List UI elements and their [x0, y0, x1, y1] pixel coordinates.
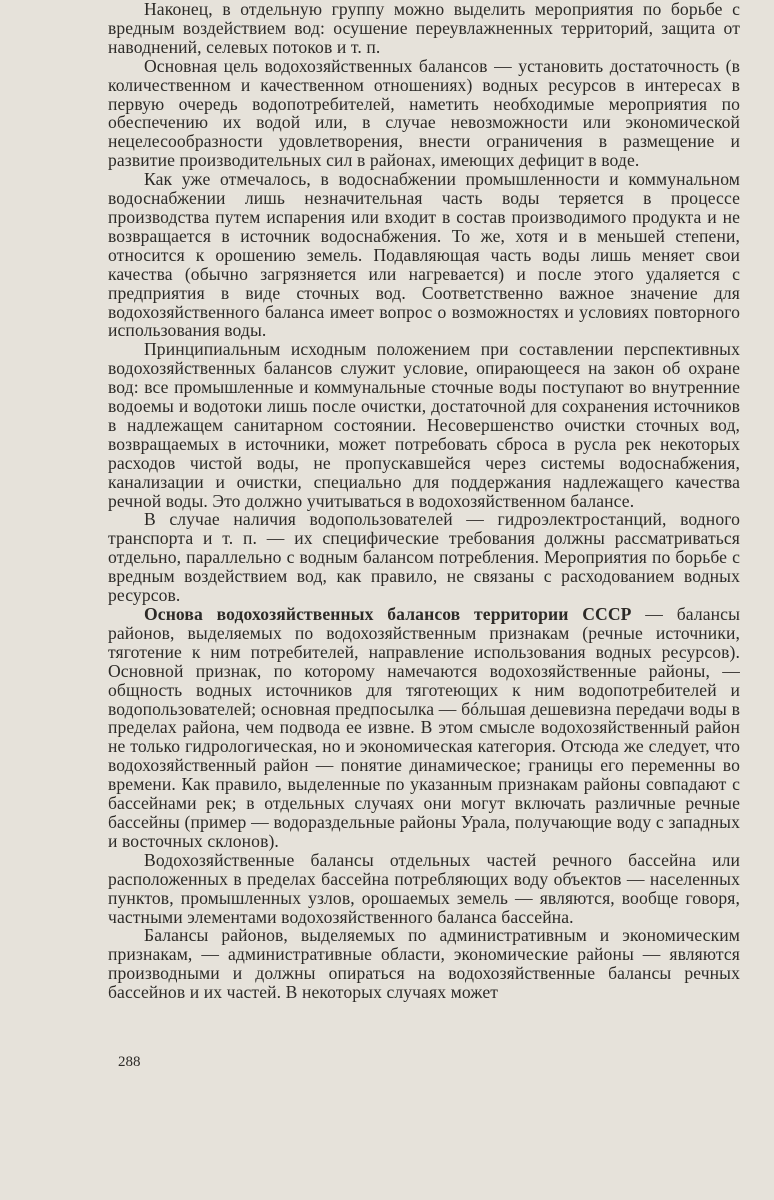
paragraph-text: Основная цель водохозяйственных балансов — установить достаточность (в количественном и качественном отношениях) водных ресурсов в интересах в первую очередь водопотребителей, наметить необходимые мероприятия по обеспечению их водой или, в случае невозможности или экономической нецелесообразности удовлетворения, внести ограничения в размещение и развитие производительных сил в районах, имеющих дефицит в воде. [108, 55, 740, 171]
paragraph-text: Балансы районов, выделяемых по административным и экономическим признакам, — административные области, экономические районы — являются производными и должны опираться на водохозяйственные балансы речных бассейнов и их частей. В некоторых случаях может [108, 925, 740, 1003]
paragraph-1 [108, 0, 740, 57]
paragraph-text: Как уже отмечалось, в водоснабжении промышленности и коммунальном водоснабжении лишь незначительная часть воды теряется в процессе производства путем испарения или входит в состав производимого продукта и не возвращается в источник водоснабжения. То же, хотя и в меньшей степени, относится к орошению земель. Подавляющая часть воды лишь меняет свои качества (обычно загрязняется или нагревается) и после этого удаляется с предприятия в виде сточных вод. Соответственно важное значение для водохозяйственного баланса имеет вопрос о возможностях и условиях повторного использования воды. [108, 169, 740, 341]
paragraph-text: Водохозяйственные балансы отдельных частей речного бассейна или расположенных в пределах бассейна потребляющих воду объектов — населенных пунктов, промышленных узлов, орошаемых земель — являются, вообще говоря, частными элементами водохозяйственного баланса бассейна. [108, 849, 740, 927]
page-number: 288 [118, 1054, 141, 1070]
paragraph-8 [108, 926, 740, 1002]
paragraph-7 [108, 851, 740, 927]
paragraph-text: В случае наличия водопользователей — гидроэлектростанций, водного транспорта и т. п. — их специфические требования должны рассматриваться отдельно, параллельно с водным балансом потребления. Мероприятия по борьбе с вредным воздействием вод, как правило, не связаны с расходованием водных ресурсов. [108, 509, 740, 606]
paragraph-2 [108, 57, 740, 170]
paragraph-5 [108, 510, 740, 605]
paragraph-text: — балансы районов, выделяемых по водохозяйственным признакам (речные источники, тяготение к ним потребителей, направление использования водных ресурсов). Основной признак, по которому намечаются водохозяйственные районы, — общность водных источников для тяготеющих к ним водопотребителей и водопользователей; основная предпосылка — бóльшая дешевизна передачи воды в пределах района, чем подвода ее извне. В этом смысле водохозяйственный район не только гидрологическая, но и экономическая категория. Отсюда же следует, что водохозяйственный район — понятие динамическое; границы его переменны во времени. Как правило, выделенные по указанным признакам районы совпадают с бассейнами рек; в отдельных случаях они могут включать различные речные бассейны (пример — водораздельные районы Урала, получающие воду с западных и восточных склонов). [108, 604, 740, 851]
paragraph-3 [108, 170, 740, 340]
paragraph-4 [108, 340, 740, 510]
paragraph-6 [108, 605, 740, 851]
paragraph-lead-heading: Основа водохозяйственных балансов территории СССР [144, 604, 632, 624]
body-text [108, 0, 740, 1002]
paragraph-text: Принципиальным исходным положением при составлении перспективных водохозяйственных балансов служит условие, опирающееся на закон об охране вод: все промышленные и коммунальные сточные воды поступают во внутренние водоемы и водотоки лишь после очистки, достаточной для сохранения источников в надлежащем санитарном состоянии. Несовершенство очистки сточных вод, возвращаемых в источники, может потребовать сброса в русла рек некоторых расходов чистой воды, не пропускавшейся через системы водоснабжения, канализации и очистки, специально для поддержания надлежащего качества речной воды. Это должно учитываться в водохозяйственном балансе. [108, 339, 740, 511]
paragraph-text: Наконец, в отдельную группу можно выделить мероприятия по борьбе с вредным воздействием вод: осушение переувлажненных территорий, защита от наводнений, селевых потоков и т. п. [108, 0, 740, 57]
